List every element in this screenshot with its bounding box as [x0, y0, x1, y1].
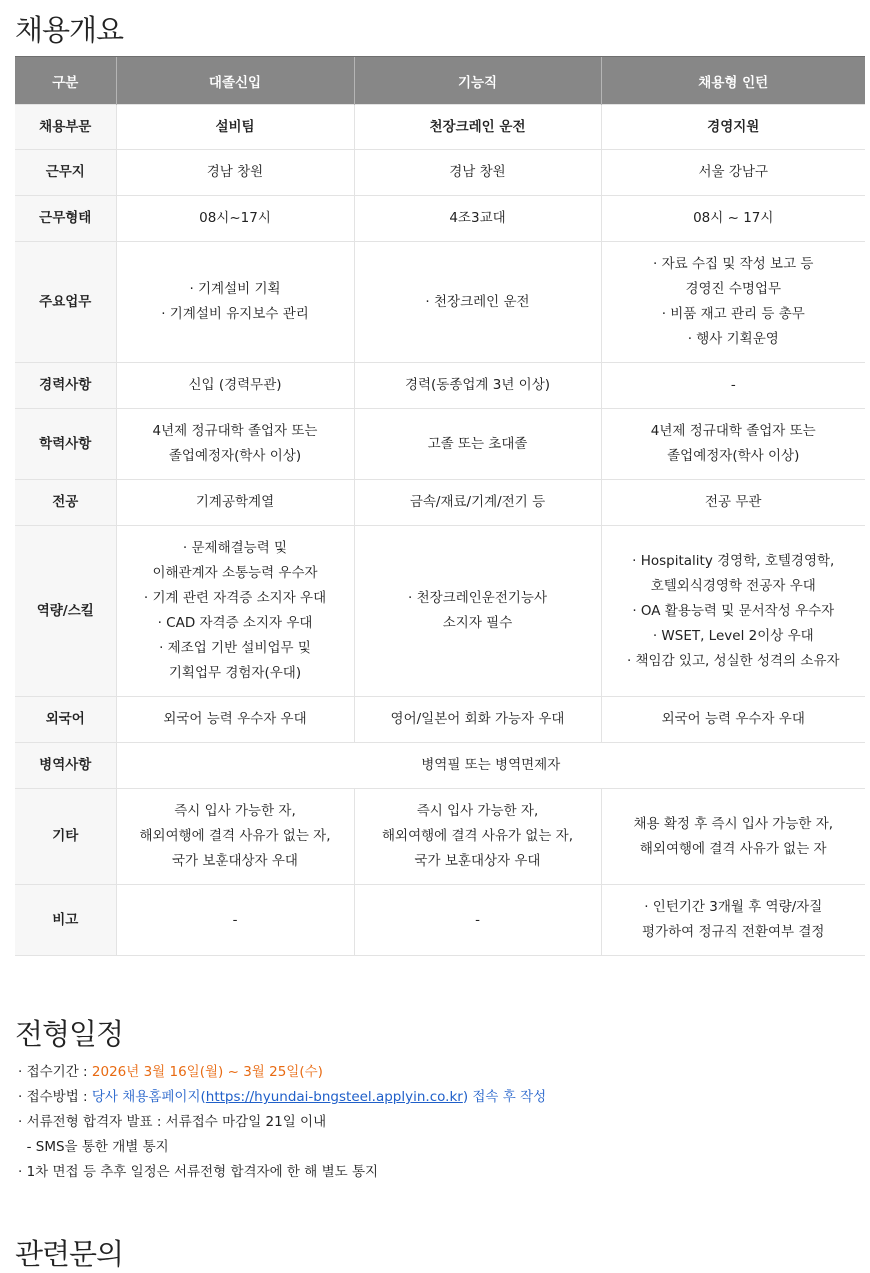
table-row: [15, 363, 865, 409]
cell-line: 4년제 정규대학 졸업자 또는: [152, 423, 318, 439]
cell-line: 해외여행에 결격 사유가 없는 자,: [139, 828, 331, 844]
cell-line: 소지자 필수: [442, 615, 513, 631]
table-cell: [116, 242, 354, 363]
cell-line: 기획업무 경험자(우대): [168, 665, 302, 681]
row-label: 비고: [15, 885, 116, 956]
row-label: 채용부문: [15, 105, 116, 150]
table-row: [15, 150, 865, 196]
table-cell: [354, 697, 601, 743]
cell-line: 서울 강남구: [698, 164, 768, 180]
cell-line: 즉시 입사 가능한 자,: [174, 803, 296, 819]
table-cell: [601, 480, 865, 526]
table-cell: [116, 363, 354, 409]
table-row: [15, 105, 865, 150]
table-cell: [354, 196, 601, 242]
cell-line: 경영지원: [707, 118, 760, 135]
method-prefix: 당사 채용홈페이지(: [91, 1089, 206, 1105]
table-cell: [354, 363, 601, 409]
table-cell: [354, 409, 601, 480]
table-row: [15, 409, 865, 480]
table-row: [15, 697, 865, 743]
cell-line: 호텔외식경영학 전공자 우대: [650, 577, 816, 594]
table-row: [15, 480, 865, 526]
schedule-interview: · 1차 면접 등 추후 일정은 서류전형 합격자에 한 해 별도 통지: [18, 1164, 379, 1180]
table-cell: [601, 697, 865, 743]
cell-line: 외국어 능력 우수자 우대: [661, 711, 805, 727]
table-cell: [601, 242, 865, 363]
method-label: · 접수방법 :: [18, 1089, 92, 1105]
cell-line: 기계공학계열: [195, 494, 275, 510]
method-suffix: ) 접속 후 작성: [462, 1089, 547, 1105]
table-row: [15, 885, 865, 956]
cell-line: 졸업예정자(학사 이상): [667, 448, 800, 464]
table-body: [15, 105, 865, 956]
cell-line: 외국어 능력 우수자 우대: [163, 711, 307, 727]
row-label: 학력사항: [15, 409, 116, 480]
cell-line: 경영진 수명업무: [685, 281, 782, 297]
table-cell: [354, 526, 601, 697]
table-cell: [354, 242, 601, 363]
cell-line: · OA 활용능력 및 문서작성 우수자: [632, 602, 835, 619]
cell-line: · 제조업 기반 설비업무 및: [159, 640, 311, 656]
period-label: · 접수기간 :: [18, 1064, 92, 1080]
cell-line: 채용 확정 후 즉시 입사 가능한 자,: [633, 815, 834, 832]
table-row: [15, 526, 865, 697]
row-label: 역량/스킬: [15, 526, 116, 697]
schedule-sms: - SMS을 통한 개별 통지: [18, 1139, 169, 1155]
military-value: 병역필 또는 병역면제자: [116, 743, 865, 789]
header-technician: 기능직: [354, 57, 601, 105]
cell-line: 경남 창원: [206, 164, 264, 180]
table-cell: [116, 409, 354, 480]
header-category: 구분: [15, 57, 116, 105]
table-cell: [601, 885, 865, 956]
row-label: 병역사항: [15, 743, 116, 789]
table-cell: [601, 409, 865, 480]
table-cell: [601, 196, 865, 242]
cell-line: 08시 ~ 17시: [693, 210, 774, 226]
table-cell: [116, 697, 354, 743]
schedule-list: [18, 1060, 546, 1185]
table-cell: [601, 150, 865, 196]
cell-line: · 문제해결능력 및: [182, 540, 288, 556]
cell-line: 경남 창원: [449, 164, 506, 180]
row-label: 주요업무: [15, 242, 116, 363]
cell-line: 경력(동종업계 3년 이상): [404, 377, 551, 393]
table-cell: [601, 363, 865, 409]
cell-line: · 기계설비 유지보수 관리: [161, 306, 309, 322]
table-cell: [354, 150, 601, 196]
table-row: [15, 743, 865, 789]
table-cell: [601, 105, 865, 150]
cell-line: 4년제 정규대학 졸업자 또는: [650, 423, 816, 439]
cell-line: 전공 무관: [705, 494, 762, 510]
table-cell: [116, 789, 354, 885]
cell-line: · 기계 관련 자격증 소지자 우대: [143, 590, 327, 606]
table-cell: [354, 105, 601, 150]
header-college-grad: 대졸신입: [116, 57, 354, 105]
table-cell: [601, 526, 865, 697]
cell-line: -: [475, 911, 480, 928]
cell-line: 설비팀: [215, 118, 255, 135]
table-cell: [116, 526, 354, 697]
table-cell: [116, 885, 354, 956]
table-cell: [116, 105, 354, 150]
overview-table: [15, 56, 865, 956]
table-cell: [601, 789, 865, 885]
table-row: [15, 789, 865, 885]
cell-line: 4조3교대: [449, 210, 506, 226]
table-cell: [354, 789, 601, 885]
schedule-period: [18, 1060, 546, 1085]
cell-line: · 인턴기간 3개월 후 역량/자질: [644, 899, 823, 915]
cell-line: · 천장크레인 운전: [425, 293, 530, 310]
cell-line: 08시~17시: [199, 210, 271, 226]
schedule-method: [18, 1085, 546, 1110]
table-row: [15, 196, 865, 242]
cell-line: · 기계설비 기획: [189, 281, 281, 297]
table-row: [15, 242, 865, 363]
cell-line: 금속/재료/기계/전기 등: [409, 494, 546, 510]
cell-line: -: [730, 377, 736, 393]
table-cell: [354, 885, 601, 956]
row-label: 근무지: [15, 150, 116, 196]
table-cell: [116, 150, 354, 196]
table-cell: [116, 196, 354, 242]
schedule-announce: · 서류전형 합격자 발표 : 서류접수 마감일 21일 이내: [18, 1114, 327, 1130]
period-value: 2026년 3월 16일(월) ~ 3월 25일(수): [91, 1064, 323, 1080]
cell-line: 국가 보훈대상자 우대: [172, 853, 298, 869]
row-label: 전공: [15, 480, 116, 526]
cell-line: 평가하여 정규직 전환여부 결정: [642, 924, 825, 940]
cell-line: 이해관계자 소통능력 우수자: [152, 565, 318, 581]
row-label: 외국어: [15, 697, 116, 743]
cell-line: 영어/일본어 회화 가능자 우대: [390, 711, 565, 727]
cell-line: 해외여행에 결격 사유가 없는 자: [639, 840, 827, 857]
apply-site-link[interactable]: https://hyundai-bngsteel.applyin.co.kr: [205, 1089, 463, 1105]
cell-line: 신입 (경력무관): [188, 377, 282, 393]
contact-title: 관련문의: [15, 1237, 124, 1271]
header-intern: 채용형 인턴: [601, 57, 865, 105]
cell-line: · 비품 재고 관리 등 총무: [661, 306, 805, 322]
row-label: 근무형태: [15, 196, 116, 242]
cell-line: · 천장크레인운전기능사: [408, 590, 547, 606]
cell-line: 즉시 입사 가능한 자,: [416, 803, 539, 819]
schedule-title: 전형일정: [15, 1017, 124, 1051]
cell-line: 고졸 또는 초대졸: [427, 435, 528, 452]
cell-line: 국가 보훈대상자 우대: [414, 853, 541, 869]
cell-line: 천장크레인 운전: [429, 118, 526, 135]
row-label: 경력사항: [15, 363, 116, 409]
table-cell: [116, 480, 354, 526]
cell-line: · Hospitality 경영학, 호텔경영학,: [632, 552, 835, 569]
cell-line: 졸업예정자(학사 이상): [168, 448, 302, 464]
cell-line: · 책임감 있고, 성실한 성격의 소유자: [626, 652, 840, 669]
header-row: [15, 57, 865, 105]
cell-line: · WSET, Level 2이상 우대: [652, 627, 814, 644]
cell-line: 해외여행에 결격 사유가 없는 자,: [382, 828, 573, 844]
table-cell: [354, 480, 601, 526]
row-label: 기타: [15, 789, 116, 885]
cell-line: · 행사 기획운영: [687, 331, 779, 347]
cell-line: · 자료 수집 및 작성 보고 등: [653, 256, 814, 272]
cell-line: · CAD 자격증 소지자 우대: [157, 615, 313, 631]
overview-title: 채용개요: [15, 13, 124, 47]
cell-line: -: [232, 911, 238, 928]
